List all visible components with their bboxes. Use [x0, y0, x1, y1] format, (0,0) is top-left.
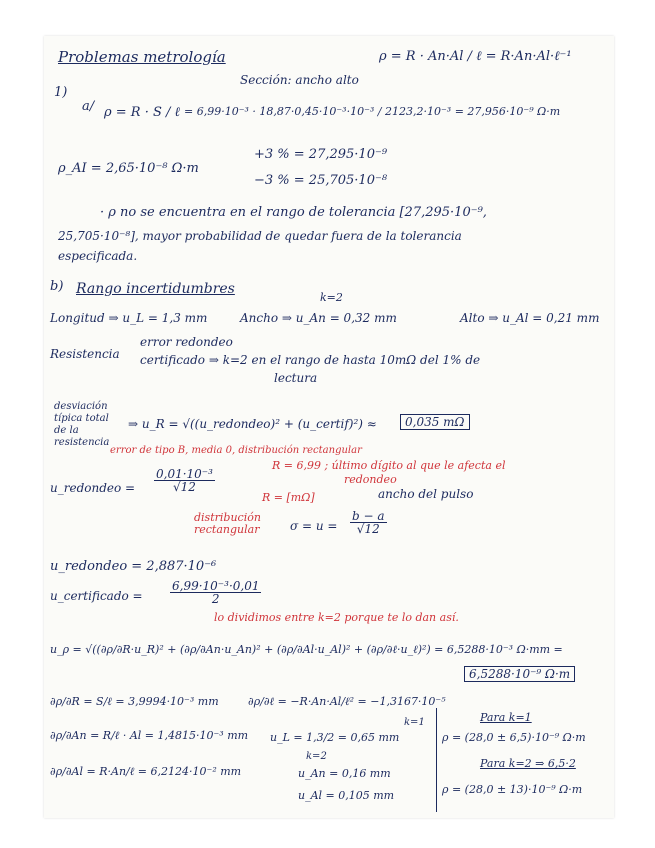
- conclusion-line-2: 25,705·10⁻⁸], mayor probabilidad de quedar fuera de la tolerancia: [58, 229, 462, 243]
- part-b-label: b): [50, 279, 64, 294]
- rounding-fraction: [154, 468, 215, 493]
- sigma-fraction-numerator: b − a: [352, 509, 385, 523]
- conclusion-line-1: · ρ no se encuentra en el rango de tolerancia [27,295·10⁻⁹,: [100, 205, 487, 220]
- deviation-word-2: típica total: [54, 413, 109, 424]
- tolerance-minus: −3 % = 25,705·10⁻⁸: [254, 173, 388, 188]
- sigma-label: σ = u =: [290, 519, 338, 533]
- uL-k1: u_L = 1,3/2 = 0,65 mm: [270, 731, 400, 744]
- type-b-note: error de tipo B, media 0, distribución rectangular: [110, 445, 362, 456]
- page-title: Problemas metrología: [58, 48, 226, 66]
- height-uncertainty: Alto ⇒ u_Al = 0,21 mm: [460, 311, 600, 325]
- distribution-word-1: distribución: [194, 511, 261, 524]
- length-uncertainty: Longitud ⇒ u_L = 1,3 mm: [50, 311, 208, 325]
- result-k1-title: Para k=1: [480, 711, 532, 724]
- deviation-word-1: desviación: [54, 401, 108, 412]
- tolerance-plus: +3 % = 27,295·10⁻⁹: [254, 147, 388, 162]
- sigma-fraction: [350, 510, 387, 535]
- pulse-width-label: ancho del pulso: [378, 487, 474, 501]
- rounding-fraction-numerator: 0,01·10⁻³: [156, 467, 213, 481]
- result-k1-value: ρ = (28,0 ± 6,5)·10⁻⁹ Ω·m: [442, 731, 586, 744]
- deviation-word-3: de la: [54, 425, 79, 436]
- certificate-label: certificado ⇒ k=2 en el rango de hasta 10mΩ del 1% de: [140, 353, 481, 367]
- partial-dAl: ∂ρ/∂Al = R·An/ℓ = 6,2124·10⁻² mm: [50, 765, 242, 778]
- part-a-label: a/: [82, 99, 95, 114]
- uAn-k1: u_An = 0,16 mm: [298, 767, 391, 780]
- problem-number: 1): [54, 85, 68, 100]
- rho-calculation: = 6,99·10⁻³ · 18,87·0,45·10⁻³·10⁻³ / 2123,2·10⁻³ = 27,956·10⁻⁹ Ω·m: [184, 105, 561, 118]
- certificate-fraction-numerator: 6,99·10⁻³·0,01: [172, 579, 260, 593]
- rounding-note: redondeo: [344, 473, 397, 486]
- rounding-error-label: error redondeo: [140, 335, 233, 349]
- result-k2-title: Para k=2 ⇒ 6,5·2: [480, 757, 576, 770]
- section-label: Sección: ancho alto: [240, 73, 359, 87]
- result-box-divider: [436, 708, 437, 812]
- rounding-lhs: u_redondeo =: [50, 481, 136, 495]
- k-note: k=2: [320, 291, 343, 304]
- divide-by-k-note: lo dividimos entre k=2 porque te lo dan así.: [214, 611, 459, 624]
- certificate-fraction-denominator: 2: [211, 592, 220, 606]
- result-k2-value: ρ = (28,0 ± 13)·10⁻⁹ Ω·m: [442, 783, 583, 796]
- k1-note: k=1: [404, 717, 425, 728]
- urho-boxed-value: 6,5288·10⁻⁹ Ω·m: [464, 666, 575, 682]
- urho-formula: u_ρ = √((∂ρ/∂R·u_R)² + (∂ρ/∂An·u_An)² + (∂ρ/∂Al·u_Al)² + (∂ρ/∂ℓ·u_ℓ)²) = 6,5288·10⁻³ Ω·mm =: [50, 643, 563, 656]
- r-units-note: R = [mΩ]: [262, 491, 315, 504]
- resistance-label: Resistencia: [50, 347, 120, 361]
- certificate-fraction: [170, 580, 261, 605]
- width-uncertainty: Ancho ⇒ u_An = 0,32 mm: [240, 311, 397, 325]
- uAl-k1: u_Al = 0,105 mm: [298, 789, 395, 802]
- rho-aluminium: ρ_AI = 2,65·10⁻⁸ Ω·m: [58, 161, 199, 176]
- rho-formula-header: ρ = R · An·Al / ℓ = R·An·Al·ℓ⁻¹: [379, 49, 572, 64]
- distribution-word-2: rectangular: [194, 523, 260, 536]
- conclusion-line-3: especificada.: [58, 249, 138, 263]
- uR-value: 0,035 mΩ: [400, 414, 470, 430]
- partial-dAn: ∂ρ/∂An = R/ℓ · Al = 1,4815·10⁻³ mm: [50, 729, 249, 742]
- last-digit-note: R = 6,99 ; último dígito al que le afecta el: [272, 459, 506, 472]
- deviation-word-4: resistencia: [54, 437, 110, 448]
- partial-dR: ∂ρ/∂R = S/ℓ = 3,9994·10⁻³ mm: [50, 695, 219, 708]
- sigma-fraction-denominator: √12: [356, 522, 380, 536]
- rho-definition: ρ = R · S / ℓ: [104, 105, 180, 120]
- uncertainty-title: Rango incertidumbres: [76, 281, 235, 297]
- reading-label: lectura: [274, 371, 318, 385]
- uR-formula: ⇒ u_R = √((u_redondeo)² + (u_certif)²) ≈: [128, 417, 377, 431]
- rounding-fraction-denominator: √12: [173, 480, 196, 494]
- k2-note: k=2: [306, 751, 327, 762]
- rounding-value: u_redondeo = 2,887·10⁻⁶: [50, 559, 217, 574]
- partial-dl: ∂ρ/∂ℓ = −R·An·Al/ℓ² = −1,3167·10⁻⁵: [248, 695, 446, 708]
- notebook-page: [44, 36, 614, 818]
- certificate-lhs: u_certificado =: [50, 589, 143, 603]
